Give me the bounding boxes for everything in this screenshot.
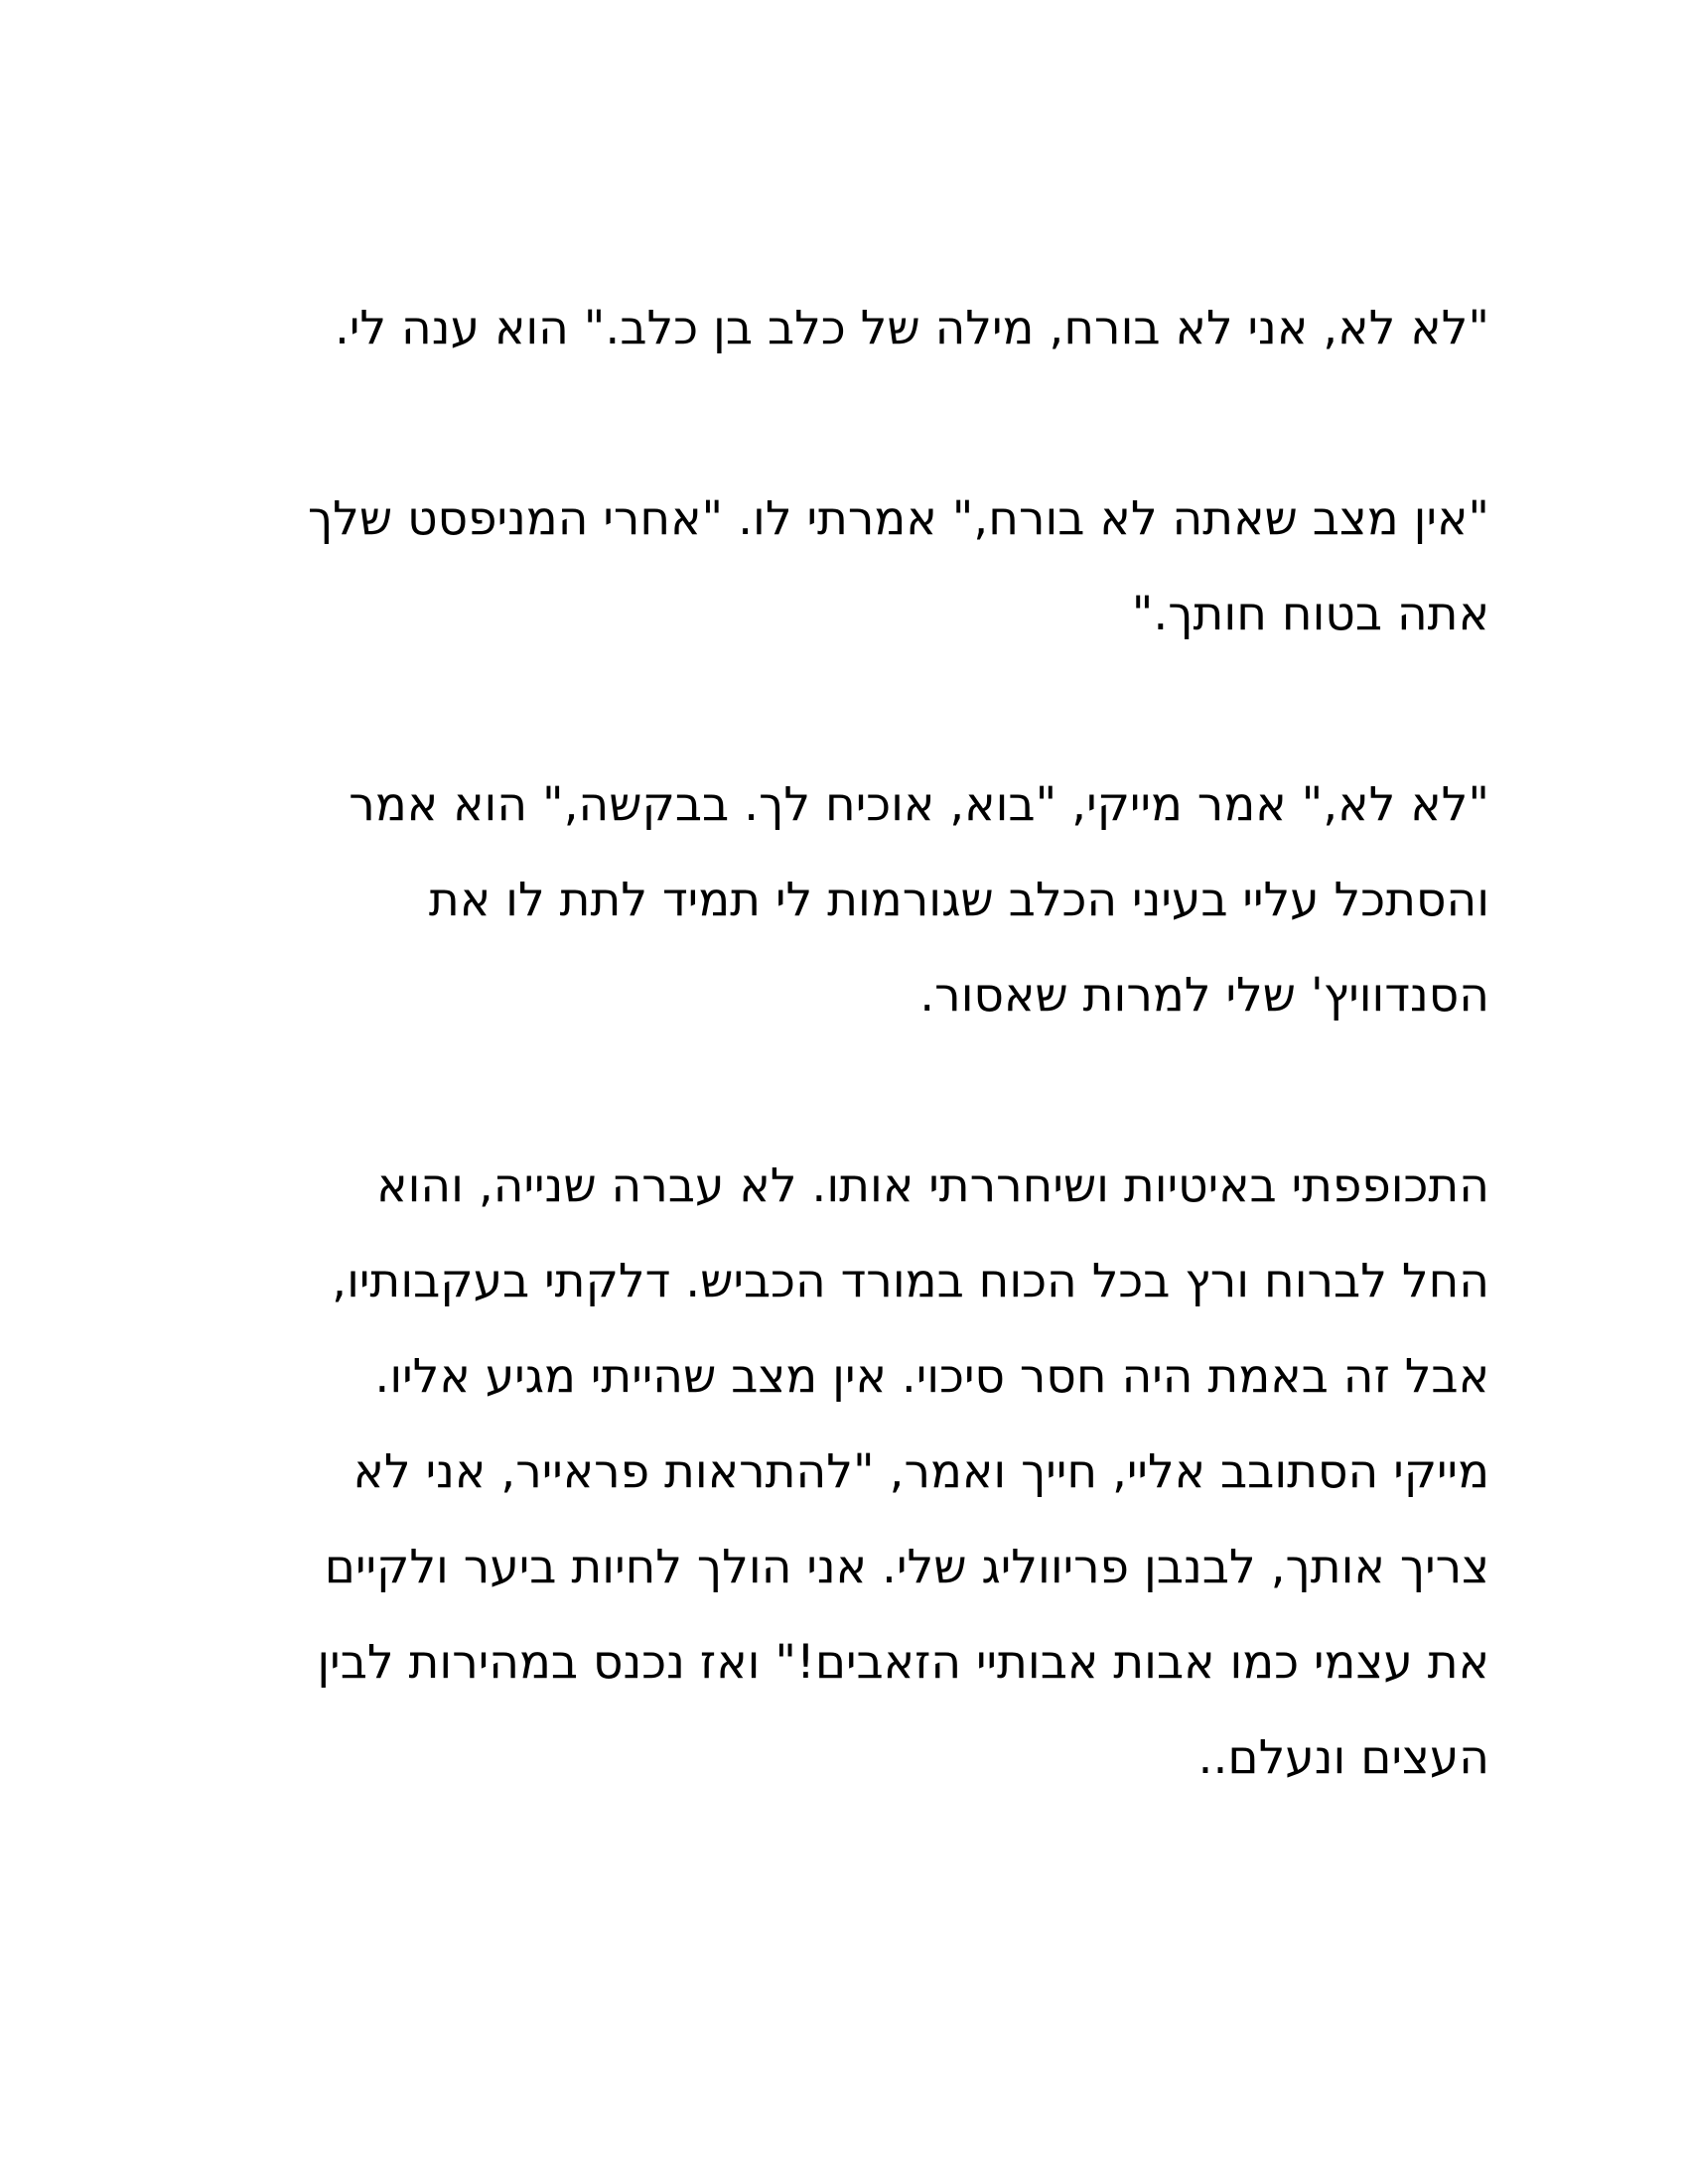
paragraph	[248, 281, 1489, 376]
text-line: את עצמי כמו אבות אבותיי הזאבים!" ואז נכנס במהירות לבין	[317, 1635, 1489, 1690]
text-line: "לא לא," אמר מייקי, "בוא, אוכיח לך. בבקשה," הוא אמר	[349, 777, 1489, 832]
text-line: "לא לא, אני לא בורח, מילה של כלב בן כלב." הוא ענה לי.	[334, 301, 1489, 355]
story-text-block	[248, 281, 1489, 1806]
text-line: הסנדוויץ' שלי למרות שאסור.	[919, 968, 1489, 1023]
text-line: "אין מצב שאתה לא בורח," אמרתי לו. "אחרי המניפסט שלך	[307, 491, 1489, 546]
text-line: החל לברוח ורץ בכל הכוח במורד הכביש. דלקתי בעקבותיו,	[332, 1254, 1489, 1308]
text-line: העצים ונעלם..	[1197, 1730, 1489, 1785]
text-line: מייקי הסתובב אליי, חייך ואמר, "להתראות פראייר, אני לא	[352, 1444, 1489, 1499]
text-line: והסתכל עליי בעיני הכלב שגורמות לי תמיד לתת לו את	[428, 873, 1489, 927]
paragraph	[248, 1139, 1489, 1806]
text-line: התכופפתי באיטיות ושיחררתי אותו. לא עברה שנייה, והוא	[376, 1159, 1489, 1213]
paragraph	[248, 757, 1489, 1043]
text-line: אבל זה באמת היה חסר סיכוי. אין מצב שהייתי מגיע אליו.	[374, 1349, 1489, 1404]
text-line: צריך אותך, לבנבן פריווליג שלי. אני הולך לחיות ביער ולקיים	[324, 1540, 1489, 1594]
text-line: אתה בטוח חותך."	[1131, 587, 1489, 641]
paragraph	[248, 472, 1489, 662]
